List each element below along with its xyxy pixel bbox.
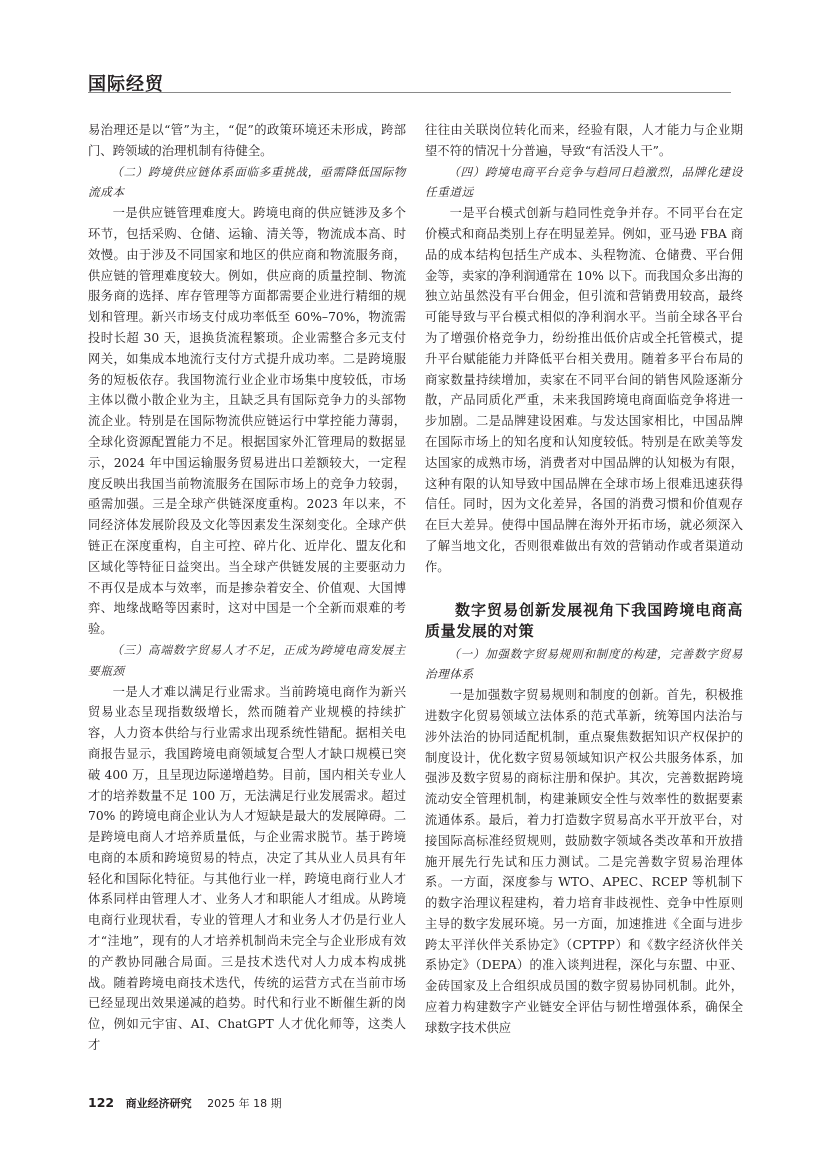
- paragraph: 易治理还是以“管”为主，“促”的政策环境还未形成，跨部门、跨领域的治理机制有待健全。: [88, 123, 406, 158]
- left-column: [88, 120, 406, 1056]
- subsection-heading: （四）跨境电商平台竞争与趋同日趋激烈，品牌化建设任重道远: [425, 164, 743, 200]
- journal-name: 商业经济研究: [125, 1097, 192, 1110]
- subsection-heading: （三）高端数字贸易人才不足，正成为跨境电商发展主要瓶颈: [88, 642, 406, 678]
- page-footer: [88, 1095, 282, 1111]
- section-header-title: 国际经贸: [88, 74, 164, 95]
- paragraph: 一是供应链管理难度大。跨境电商的供应链涉及多个环节，包括采购、仓储、运输、清关等，物流成本高、时效慢。由于涉及不同国家和地区的供应商和物流服务商，供应链的管理难度较大。例如，供应商的质量控制、物流服务商的选择、库存管理等方面都需要企业进行精细的规划和管理。新兴市场支付成功率低至 60%–70%，物流需投时长超 30 天，退换货流程繁琐。企业需整合多元支付网关，如集成本地流行支付方式提升成功率。二是跨境服务的短板依存。我国物流行业企业市场集中度较低，市场主体以微小散企业为主，且缺乏具有国际竞争力的头部物流企业。特别是在国际物流供应链运行中掌控能力薄弱，全球化资源配置能力不足。根据国家外汇管理局的数据显示，2024 年中国运输服务贸易进出口差额较大，一定程度反映出我国当前物流服务在国际市场上的竞争力较弱，亟需加强。三是全球产供链深度重构。2023 年以来，不同经济体发展阶段及文化等因素发生深刻变化。全球产供链正在深度重构，自主可控、碎片化、近岸化、盟友化和区域化等特征日益突出。当全球产供链发展的主要驱动力不再仅是成本与效率，而是掺杂着安全、价值观、大国博弈、地缘战略等因素时，这对中国是一个全新而艰难的考验。: [88, 206, 406, 637]
- paragraph: 往往由关联岗位转化而来，经验有限，人才能力与企业期望不符的情况十分普遍，导致“有活没人干”。: [425, 123, 743, 158]
- header-rule: [88, 92, 731, 93]
- issue-label: 2025 年 18 期: [207, 1097, 282, 1110]
- paragraph: 一是加强数字贸易规则和制度的创新。首先，积极推进数字化贸易领域立法体系的范式革新，统筹国内法治与涉外法治的协同适配机制，重点聚焦数据知识产权保护的制度设计，优化数字贸易领域知识产权公共服务体系，加强涉及数字贸易的商标注册和保护。其次，完善数据跨境流动安全管理机制，构建兼顾安全性与效率性的数据要素流通体系。最后，着力打造数字贸易高水平开放平台，对接国际高标准经贸规则，鼓励数字领域各类改革和开放措施开展先行先试和压力测试。二是完善数字贸易治理体系。一方面，深度参与 WTO、APEC、RCEP 等机制下的数字治理议程建构，着力培育非歧视性、竞争中性原则主导的数字发展环境。另一方面，加速推进《全面与进步跨太平洋伙伴关系协定》（CPTPP）和《数字经济伙伴关系协定》（DEPA）的准入谈判进程，深化与东盟、中亚、金砖国家及上合组织成员国的数字贸易协同机制。此外，应着力构建数字产业链安全评估与韧性增强体系，确保全球数字技术供应: [425, 688, 743, 1035]
- subsection-heading: （一）加强数字贸易规则和制度的构建，完善数字贸易治理体系: [425, 646, 743, 682]
- section-title: 数字贸易创新发展视角下我国跨境电商高质量发展的对策: [425, 600, 743, 640]
- paragraph: 一是平台模式创新与趋同性竞争并存。不同平台在定价模式和商品类别上存在明显差异。例如，亚马逊 FBA 商品的成本结构包括生产成本、头程物流、仓储费、平台佣金等，卖家的净利润通常在 10% 以下。而我国众多出海的独立站虽然没有平台佣金，但引流和营销费用较高，最终可能导致与平台模式相似的净利润水平。当前全球各平台为了增强价格竞争力，纷纷推出低价店或全托管模式，提升平台赋能能力并降低平台相关费用。随着多平台布局的商家数量持续增加，卖家在不同平台间的销售风险逐渐分散，产品同质化严重，未来我国跨境电商面临竞争将进一步加剧。二是品牌建设困难。与发达国家相比，中国品牌在国际市场上的知名度和认知度较低。特别是在欧美等发达国家的成熟市场，消费者对中国品牌的认知极为有限，这种有限的认知导致中国品牌在全球市场上很难迅速获得信任。同时，因为文化差异，各国的消费习惯和价值观存在巨大差异。使得中国品牌在海外开拓市场，就必须深入了解当地文化，否则很难做出有效的营销动作或者渠道动作。: [425, 206, 743, 574]
- page-number: 122: [88, 1095, 115, 1110]
- paragraph: 一是人才难以满足行业需求。当前跨境电商作为新兴贸易业态呈现指数级增长，然而随着产业规模的持续扩容，人力资本供给与行业需求出现系统性错配。据相关电商报告显示，我国跨境电商领域复合型人才缺口规模已突破 400 万，且呈现边际递增趋势。目前，国内相关专业人才的培养数量不足 100 万，无法满足行业发展需求。超过 70% 的跨境电商企业认为人才短缺是最大的发展障碍。二是跨境电商人才培养质量低，与企业需求脱节。基于跨境电商的本质和跨境贸易的特点，决定了其从业人员具有年轻化和国际化特征。与其他行业一样，跨境电商行业人才体系同样由管理人才、业务人才和职能人才组成。从跨境电商行业现状看，专业的管理人才和业务人才仍是行业人才“洼地”，现有的人才培养机制尚未完全与企业形成有效的产教协同融合局面。三是技术迭代对人力成本构成挑战。随着跨境电商技术迭代，传统的运营方式在当前市场已经显现出效果递减的趋势。时代和行业不断催生新的岗位，例如元宇宙、AI、ChatGPT 人才优化师等，这类人才: [88, 684, 406, 1053]
- right-column: [425, 120, 743, 1039]
- subsection-heading: （二）跨境供应链体系面临多重挑战，亟需降低国际物流成本: [88, 164, 406, 200]
